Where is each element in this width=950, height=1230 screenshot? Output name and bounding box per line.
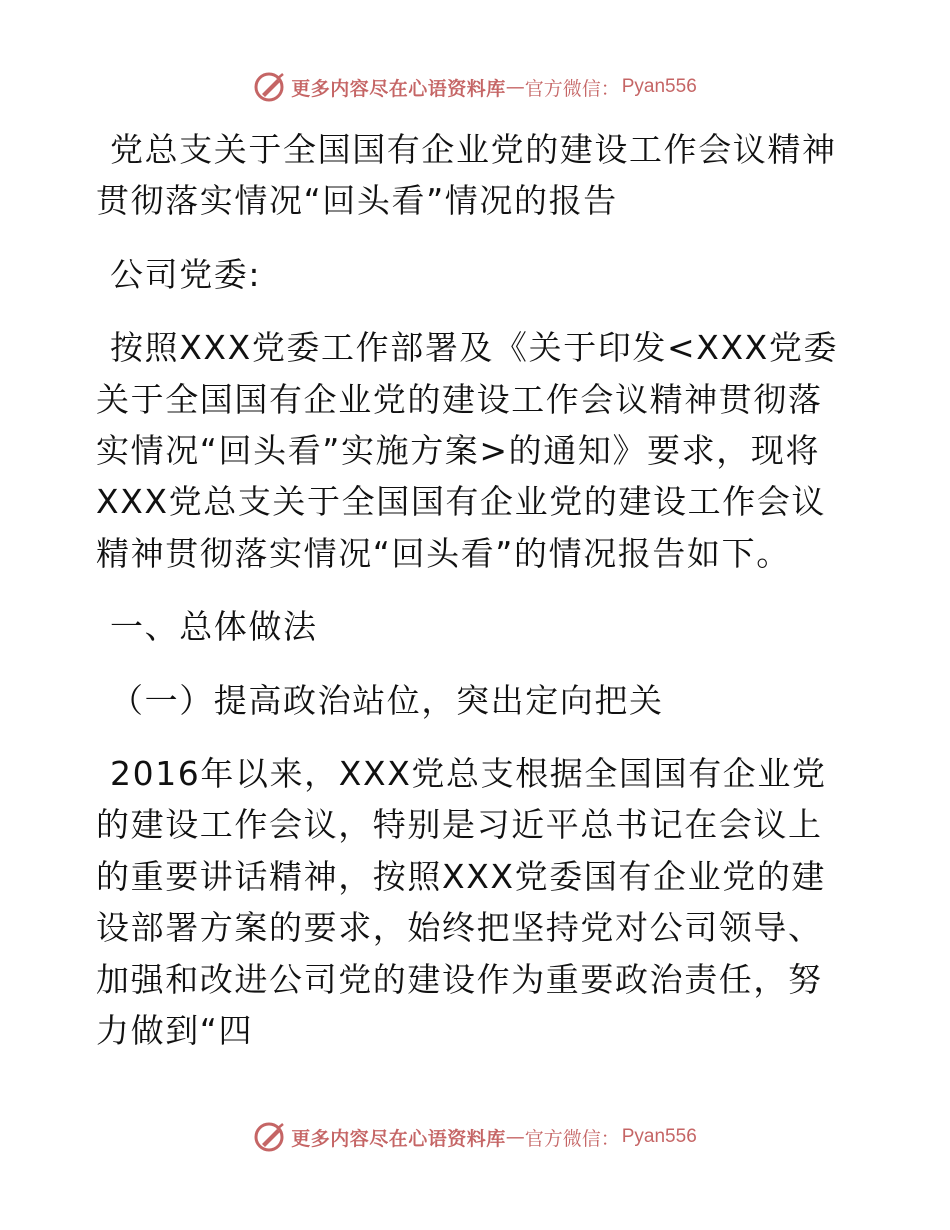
document-body [96,124,856,1057]
footer-watermark [0,1120,950,1154]
watermark-official: 官方微信： [524,77,620,100]
body-paragraph: 2016年以来，XXX党总支根据全国国有企业党的建设工作会议，特别是习近平总书记在会议上的重要讲话精神，按照XXX党委国有企业党的建设部署方案的要求，始终把坚持党对公司领导、加强和改进公司党的建设作为重要政治责任，努力做到“四 [96,754,827,1051]
intro-paragraph: 按照XXX党委工作部署及《关于印发<XXX党委关于全国国有企业党的建设工作会议精神贯彻落实情况“回头看”实施方案>的通知》要求，现将XXX党总支关于全国国有企业党的建设工作会议精神贯彻落实情况“回头看”的情况报告如下。 [96,328,839,573]
document-title: 党总支关于全国国有企业党的建设工作会议精神贯彻落实情况“回头看”情况的报告 [96,130,837,221]
watermark-id: Pyan556 [621,1126,697,1147]
header-watermark [0,70,950,104]
salutation: 公司党委: [110,254,262,294]
watermark-id: Pyan556 [621,76,697,97]
watermark-official: 官方微信： [524,1127,620,1150]
watermark-separator: — [505,76,525,98]
pen-logo-icon [253,1120,287,1154]
subsection-heading: （一）提高政治站位，突出定向把关 [110,680,664,720]
section-heading: 一、总体做法 [110,607,318,647]
watermark-site: 更多内容尽在心语资料库 [291,77,506,100]
watermark-separator: — [505,1126,525,1148]
pen-logo-icon [253,70,287,104]
watermark-site: 更多内容尽在心语资料库 [291,1127,506,1150]
